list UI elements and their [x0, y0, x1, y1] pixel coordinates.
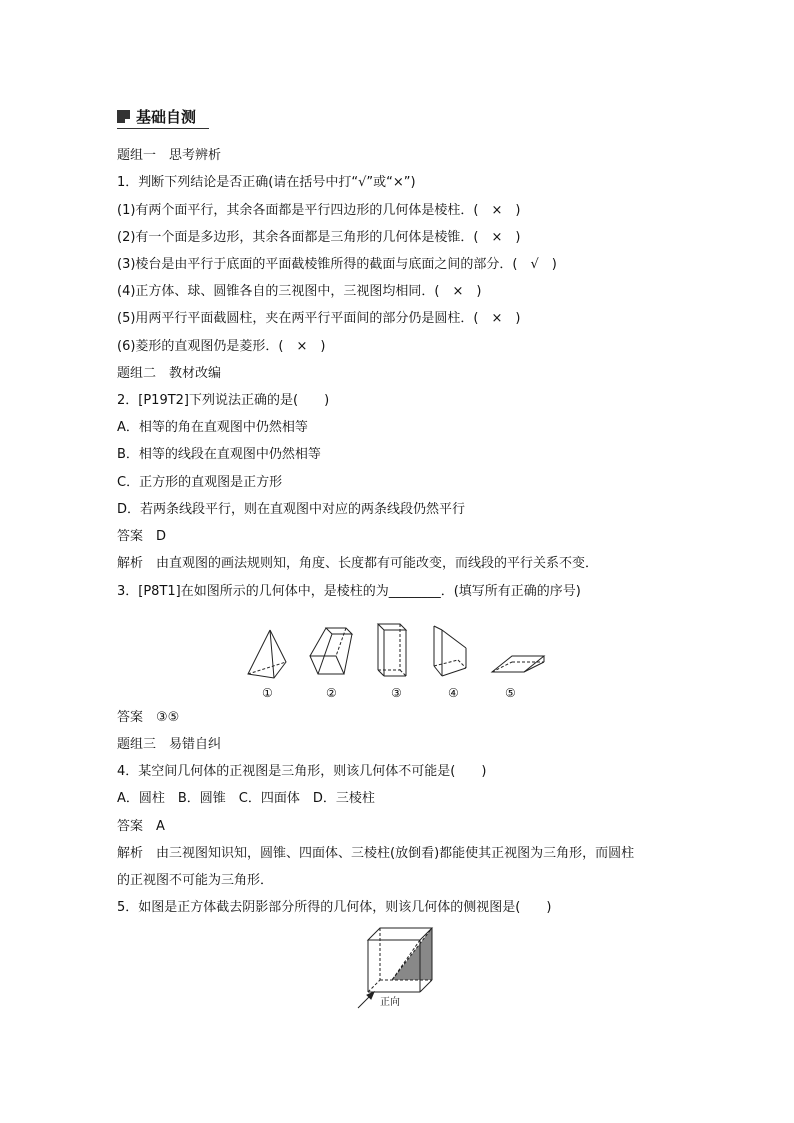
cube-drawing: [350, 922, 450, 1014]
answer-4: 答案 A: [117, 819, 165, 834]
statement-4: (4)正方体、球、圆锥各自的三视图中，三视图均相同．( × ): [117, 284, 482, 299]
question-1: 1．判断下列结论是否正确(请在括号中打“√”或“×”): [117, 175, 416, 190]
section-title: 基础自测: [136, 108, 197, 126]
group-heading: 题组二 教材改编: [117, 366, 222, 381]
truncated-solid-shape: [434, 626, 466, 676]
answer-3: 答案 ③⑤: [117, 710, 180, 725]
option-a: A．相等的角在直观图中仍然相等: [117, 420, 308, 435]
direction-label: 正向: [380, 997, 400, 1008]
prism-shape: [378, 624, 406, 676]
statement-2: (2)有一个面是多边形，其余各面都是三角形的几何体是棱锥．( × ): [117, 230, 521, 245]
question-4: 4．某空间几何体的正视图是三角形，则该几何体不可能是( ): [117, 764, 487, 779]
figure-label-1: ①: [262, 686, 273, 700]
explanation-2: 解析 由直观图的画法规则知，角度、长度都有可能改变，而线段的平行关系不变．: [117, 556, 599, 571]
answer-2: 答案 D: [117, 529, 167, 544]
statement-1: (1)有两个面平行，其余各面都是平行四边形的几何体是棱柱．( × ): [117, 203, 521, 218]
cube-figure: [350, 922, 450, 1014]
group-heading: 题组一 思考辨析: [117, 148, 222, 163]
tetrahedron-shape: [248, 630, 286, 678]
options-4: A．圆柱 B．圆锥 C．四面体 D．三棱柱: [117, 791, 375, 806]
question-2: 2．[P19T2]下列说法正确的是( ): [117, 393, 330, 408]
group-heading: 题组三 易错自纠: [117, 737, 222, 752]
figure-label-4: ④: [448, 686, 459, 700]
option-c: C．正方形的直观图是正方形: [117, 475, 283, 490]
option-d: D．若两条线段平行，则在直观图中对应的两条线段仍然平行: [117, 502, 466, 517]
section-header: [117, 106, 209, 130]
statement-5: (5)用两平行平面截圆柱，夹在两平行平面间的部分仍是圆柱．( × ): [117, 311, 521, 326]
statement-6: (6)菱形的直观图仍是菱形．( × ): [117, 339, 326, 354]
question-3: 3．[P8T1]在如图所示的几何体中，是棱柱的为________．(填写所有正确的序号): [117, 584, 581, 599]
statement-3: (3)棱台是由平行于底面的平面截棱锥所得的截面与底面之间的部分．( √ ): [117, 257, 557, 272]
question-5: 5．如图是正方体截去阴影部分所得的几何体，则该几何体的侧视图是( ): [117, 900, 552, 915]
frustum-shape: [310, 628, 352, 674]
explanation-4: 解析 由三视图知识知，圆锥、四面体、三棱柱(放倒看)都能使其正视图为三角形，而圆柱: [117, 846, 635, 861]
explanation-4-cont: 的正视图不可能为三角形．: [117, 873, 274, 888]
solids-figure: [240, 616, 550, 704]
triangular-prism-shape: [492, 656, 544, 672]
figure-label-3: ③: [391, 686, 402, 700]
section-marker-icon: [117, 110, 130, 123]
option-b: B．相等的线段在直观图中仍然相等: [117, 447, 321, 462]
section-underline: [117, 128, 209, 129]
figure-label-2: ②: [326, 686, 337, 700]
figure-label-5: ⑤: [505, 686, 516, 700]
